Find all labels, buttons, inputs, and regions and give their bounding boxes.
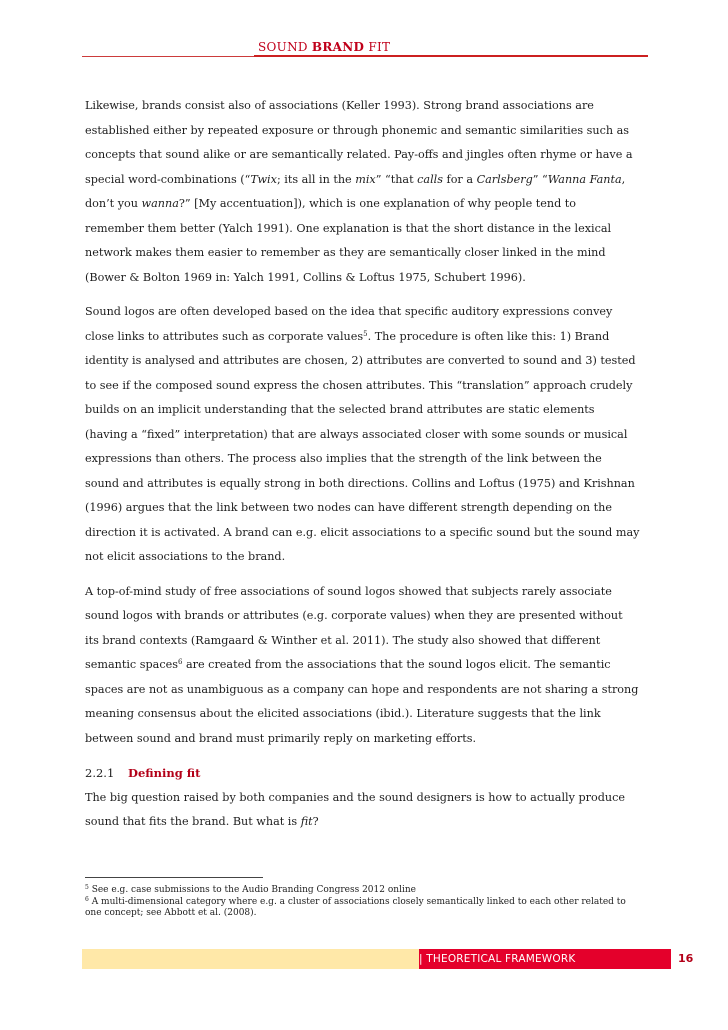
text-line: sound and attributes is equally strong in both directions. Collins and Loftus (1975) and Krishnan: [85, 476, 635, 490]
italic-run: Twix: [250, 172, 277, 186]
footnote-6-continued: one concept; see Abbott et al. (2008).: [85, 908, 257, 918]
text-line: meaning consensus about the elicited associations (ibid.). Literature suggests that the link: [85, 707, 601, 720]
text-run: ,: [621, 172, 626, 186]
footnote-ref-6[interactable]: 6: [177, 658, 183, 666]
text-line: A top-of-mind study of free associations of sound logos showed that subjects rarely associate: [85, 584, 612, 598]
text-line: to see if the composed sound express the chosen attributes. This “translation” approach crudely: [85, 378, 633, 392]
footnote-6: [85, 897, 645, 909]
text-run: semantic spaces: [85, 658, 178, 671]
text-line: sound logos with brands or attributes (e.g. corporate values) when they are presented without: [85, 609, 623, 622]
text-line: spaces are not as unambiguous as a company can hope and respondents are not sharing a strong: [85, 682, 639, 696]
text-run: for a: [443, 172, 477, 186]
footnote-ref-5[interactable]: 5: [363, 329, 368, 338]
header-rule-left: [82, 56, 254, 57]
footer-section-label: | THEORETICAL FRAMEWORK: [419, 949, 671, 969]
page-footer: [82, 949, 694, 969]
text-line: Sound logos are often developed based on the idea that specific auditory expressions convey: [85, 305, 613, 318]
text-line: concepts that sound alike or are semantically related. Pay-offs and jingles often rhyme or have a: [85, 148, 633, 161]
text-line: direction it is activated. A brand can e.g. elicit associations to a specific sound but the sound may: [85, 525, 640, 539]
running-title: [258, 40, 390, 54]
text-run: ?” [My accentuation]), which is one explanation of why people tend to: [178, 197, 577, 210]
paragraph-sound-logos: [85, 300, 645, 570]
section-heading: [85, 761, 645, 786]
text-line: identity is analysed and attributes are chosen, 2) attributes are converted to sound and 3) tested: [85, 354, 636, 367]
page-header: [0, 40, 728, 56]
text-line: builds on an implicit understanding that the selected brand attributes are static elements: [85, 403, 595, 416]
body-text: [85, 94, 645, 845]
text-line: network makes them easier to remember as they are semantically closer linked in the mind: [85, 246, 606, 259]
text-run: ; its all in the: [276, 172, 356, 186]
text-line: [85, 168, 645, 193]
text-line: [85, 810, 645, 835]
header-rule-right: [254, 55, 648, 57]
text-run: ” “: [532, 172, 548, 186]
footnote-number: 5: [85, 884, 89, 891]
text-run: are created from the associations that the sound logos elicit. The semantic: [182, 658, 611, 671]
section-title: Defining fit: [128, 766, 201, 780]
footnote-number: 6: [85, 895, 89, 903]
text-run: . The procedure is often like this: 1) Brand: [367, 329, 610, 343]
text-line: [85, 192, 645, 217]
running-title-suffix: FIT: [364, 40, 391, 54]
text-line: remember them better (Yalch 1991). One explanation is that the short distance in the lexical: [85, 221, 612, 235]
text-run: don’t you: [85, 197, 142, 210]
text-line: The big question raised by both companies and the sound designers is how to actually produce: [85, 790, 625, 804]
text-run: close links to attributes such as corporate values: [85, 329, 364, 343]
text-run: sound that fits the brand. But what is: [85, 815, 301, 828]
text-run: ?: [312, 815, 319, 828]
text-run: special word-combinations (“: [85, 172, 251, 186]
text-line: its brand contexts (Ramgaard & Winther et al. 2011). The study also showed that different: [85, 633, 601, 647]
text-line: between sound and brand must primarily reply on marketing efforts.: [85, 731, 477, 745]
running-title-prefix: SOUND: [258, 40, 312, 54]
running-title-brand: BRAND: [311, 40, 365, 54]
section-number: 2.2.1: [85, 766, 115, 780]
italic-run: mix: [355, 172, 376, 186]
footnote-text: A multi-dimensional category where e.g. a cluster of associations closely semantically linked to each other related to: [88, 896, 626, 907]
italic-run: Wanna Fanta: [547, 172, 622, 186]
text-line: [85, 653, 645, 678]
footnote-text: See e.g. case submissions to the Audio Branding Congress 2012 online: [88, 885, 416, 895]
text-line: (1996) argues that the link between two nodes can have different strength depending on the: [85, 501, 612, 514]
footnote-5: [85, 885, 645, 897]
footnote-separator: [85, 877, 263, 878]
text-line: not elicit associations to the brand.: [85, 550, 286, 563]
text-line: [85, 325, 645, 350]
text-line: expressions than others. The process also implies that the strength of the link between the: [85, 452, 602, 465]
italic-run: Carlsberg: [476, 172, 533, 186]
italic-run: wanna: [141, 197, 179, 210]
text-run: ” “that: [375, 172, 418, 186]
text-line: (Bower & Bolton 1969 in: Yalch 1991, Collins & Loftus 1975, Schubert 1996).: [85, 270, 526, 284]
italic-run: calls: [417, 172, 443, 186]
paragraph-top-of-mind-study: [85, 580, 645, 752]
text-line: established either by repeated exposure or through phonemic and semantic similarities such as: [85, 123, 630, 137]
text-line: Likewise, brands consist also of associations (Keller 1993). Strong brand associations are: [85, 99, 594, 112]
footnotes: [85, 885, 645, 920]
page-number: 16: [678, 952, 694, 965]
text-line: (having a “fixed” interpretation) that are always associated closer with some sounds or musical: [85, 427, 628, 441]
paragraph-brand-associations: [85, 94, 645, 290]
paragraph-defining-fit: [85, 786, 645, 835]
italic-run: fit: [300, 815, 313, 828]
